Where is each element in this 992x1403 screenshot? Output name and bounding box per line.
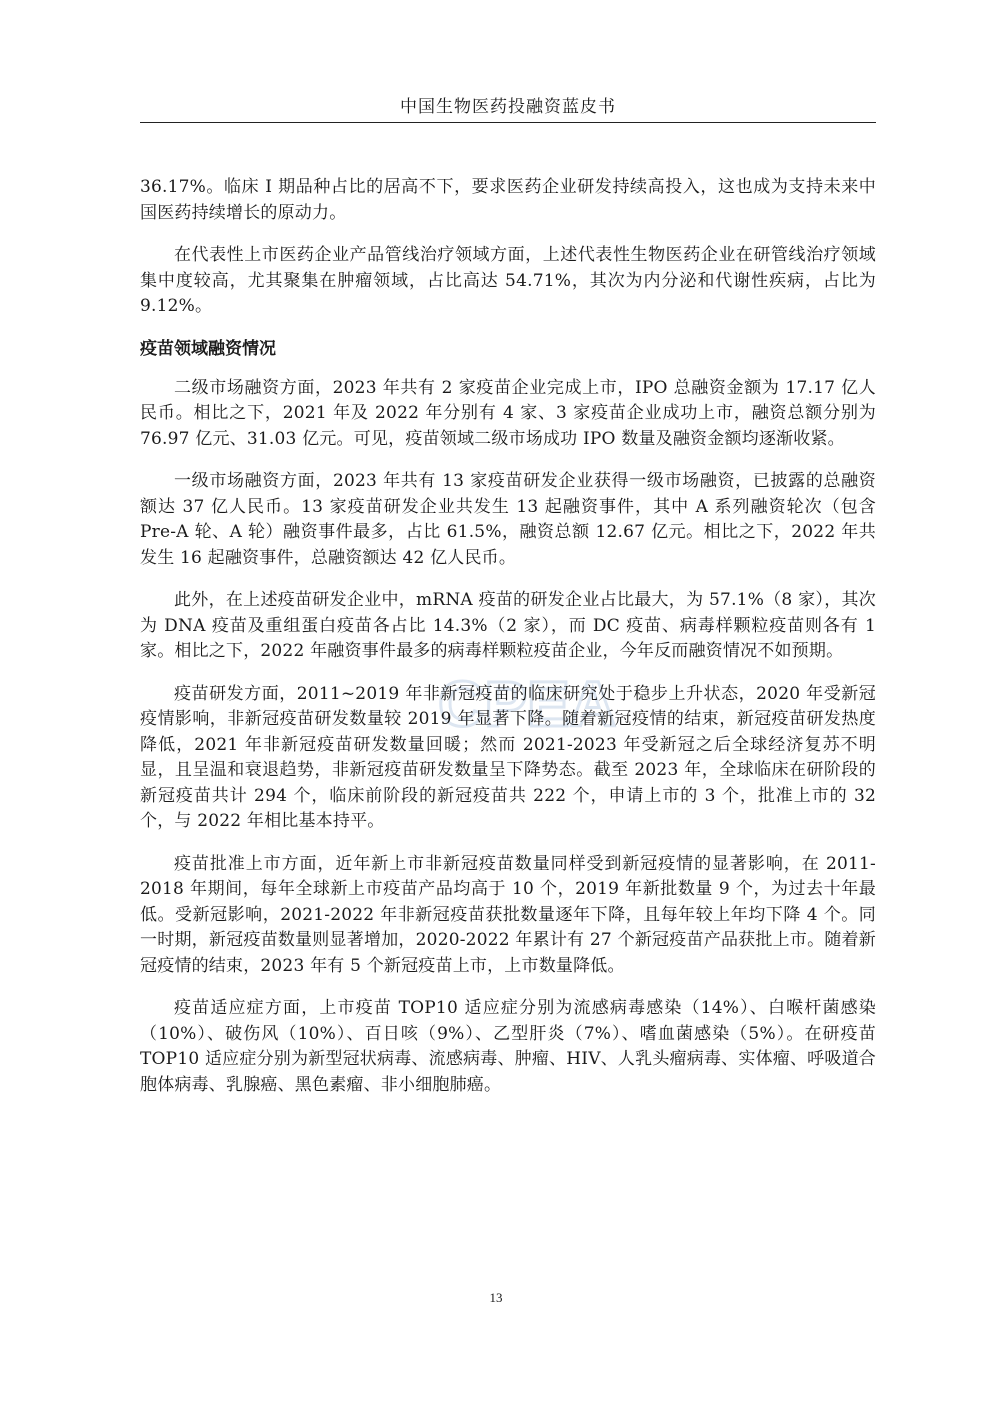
paragraph-secondary-market: 二级市场融资方面，2023 年共有 2 家疫苗企业完成上市，IPO 总融资金额为 17.17 亿人民币。相比之下，2021 年及 2022 年分别有 4 家、3 家疫苗企业成功上市，融资总额分别为 76.97 亿元、31.03 亿元。可见，疫苗领域二级市场成功 IPO 数量及融资金额均逐渐收紧。 — [140, 377, 876, 449]
body-content — [140, 175, 876, 1115]
watermark-text: CPEA — [438, 668, 616, 740]
paragraph-vaccine-indications: 疫苗适应症方面，上市疫苗 TOP10 适应症分别为流感病毒感染（14%）、白喉杆菌感染（10%）、破伤风（10%）、百日咳（9%）、乙型肝炎（7%）、嗜血菌感染（5%）。在研疫苗 TOP10 适应症分别为新型冠状病毒、流感病毒、肿瘤、HIV、人乳头瘤病毒、实体瘤、呼吸道合胞体病毒、乳腺癌、黑色素瘤、非小细胞肺癌。 — [140, 998, 876, 1095]
paragraph-vaccine-approval: 疫苗批准上市方面，近年新上市非新冠疫苗数量同样受到新冠疫情的显著影响，在 2011-2018 年期间，每年全球新上市疫苗产品均高于 10 个，2019 年新批数量 9 个，为过去十年最低。受新冠影响，2021-2022 年非新冠疫苗获批数量逐年下降，且每年较上年均下降 4 个。同一时期，新冠疫苗数量则显著增加，2020-2022 年累计有 27 个新冠疫苗产品获批上市。随着新冠疫情的结束，2023 年有 5 个新冠疫苗上市，上市数量降低。 — [140, 853, 876, 976]
paragraph-continued: 36.17%。临床 I 期品种占比的居高不下，要求医药企业研发持续高投入，这也成为支持未来中国医药持续增长的原动力。 — [140, 177, 876, 223]
paragraph-vaccine-types: 此外，在上述疫苗研发企业中，mRNA 疫苗的研发企业占比最大，为 57.1%（8 家），其次为 DNA 疫苗及重组蛋白疫苗各占比 14.3%（2 家），而 DC 疫苗、病毒样颗粒疫苗则各有 1 家。相比之下，2022 年融资事件最多的病毒样颗粒疫苗企业，今年反而融资情况不如预期。 — [140, 590, 876, 661]
section-heading: 疫苗领域融资情况 — [140, 338, 276, 359]
paragraph-vaccine-rd: 疫苗研发方面，2011~2019 年非新冠疫苗的临床研究处于稳步上升状态，2020 年受新冠疫情影响，非新冠疫苗研发数量较 2019 年显著下降。随着新冠疫情的结束，新冠疫苗研发热度降低，2021 年非新冠疫苗研发数量回暖；然而 2021-2023 年受新冠之后全球经济复苏不明显，且呈温和衰退趋势，非新冠疫苗研发数量呈下降势态。截至 2023 年，全球临床在研阶段的新冠疫苗共计 294 个，临床前阶段的新冠疫苗共 222 个，申请上市的 3 个，批准上市的 32 个，与 2022 年相比基本持平。 — [140, 683, 876, 831]
header-rule — [140, 122, 876, 123]
page-number: 13 — [489, 1290, 503, 1305]
paragraph-pipeline-areas: 在代表性上市医药企业产品管线治疗领域方面，上述代表性生物医药企业在研管线治疗领域集中度较高，尤其聚集在肿瘤领域，占比高达 54.71%，其次为内分泌和代谢性疾病，占比为 9.12%。 — [140, 245, 876, 316]
paragraph-primary-market: 一级市场融资方面，2023 年共有 13 家疫苗研发企业获得一级市场融资，已披露的总融资额达 37 亿人民币。13 家疫苗研发企业共发生 13 起融资事件，其中 A 系列融资轮次（包含 Pre-A 轮、A 轮）融资事件最多，占比 61.5%，融资总额 12.67 亿元。相比之下，2022 年共发生 16 起融资事件，总融资额达 42 亿人民币。 — [140, 471, 876, 568]
running-header: 中国生物医药投融资蓝皮书 — [400, 97, 616, 117]
